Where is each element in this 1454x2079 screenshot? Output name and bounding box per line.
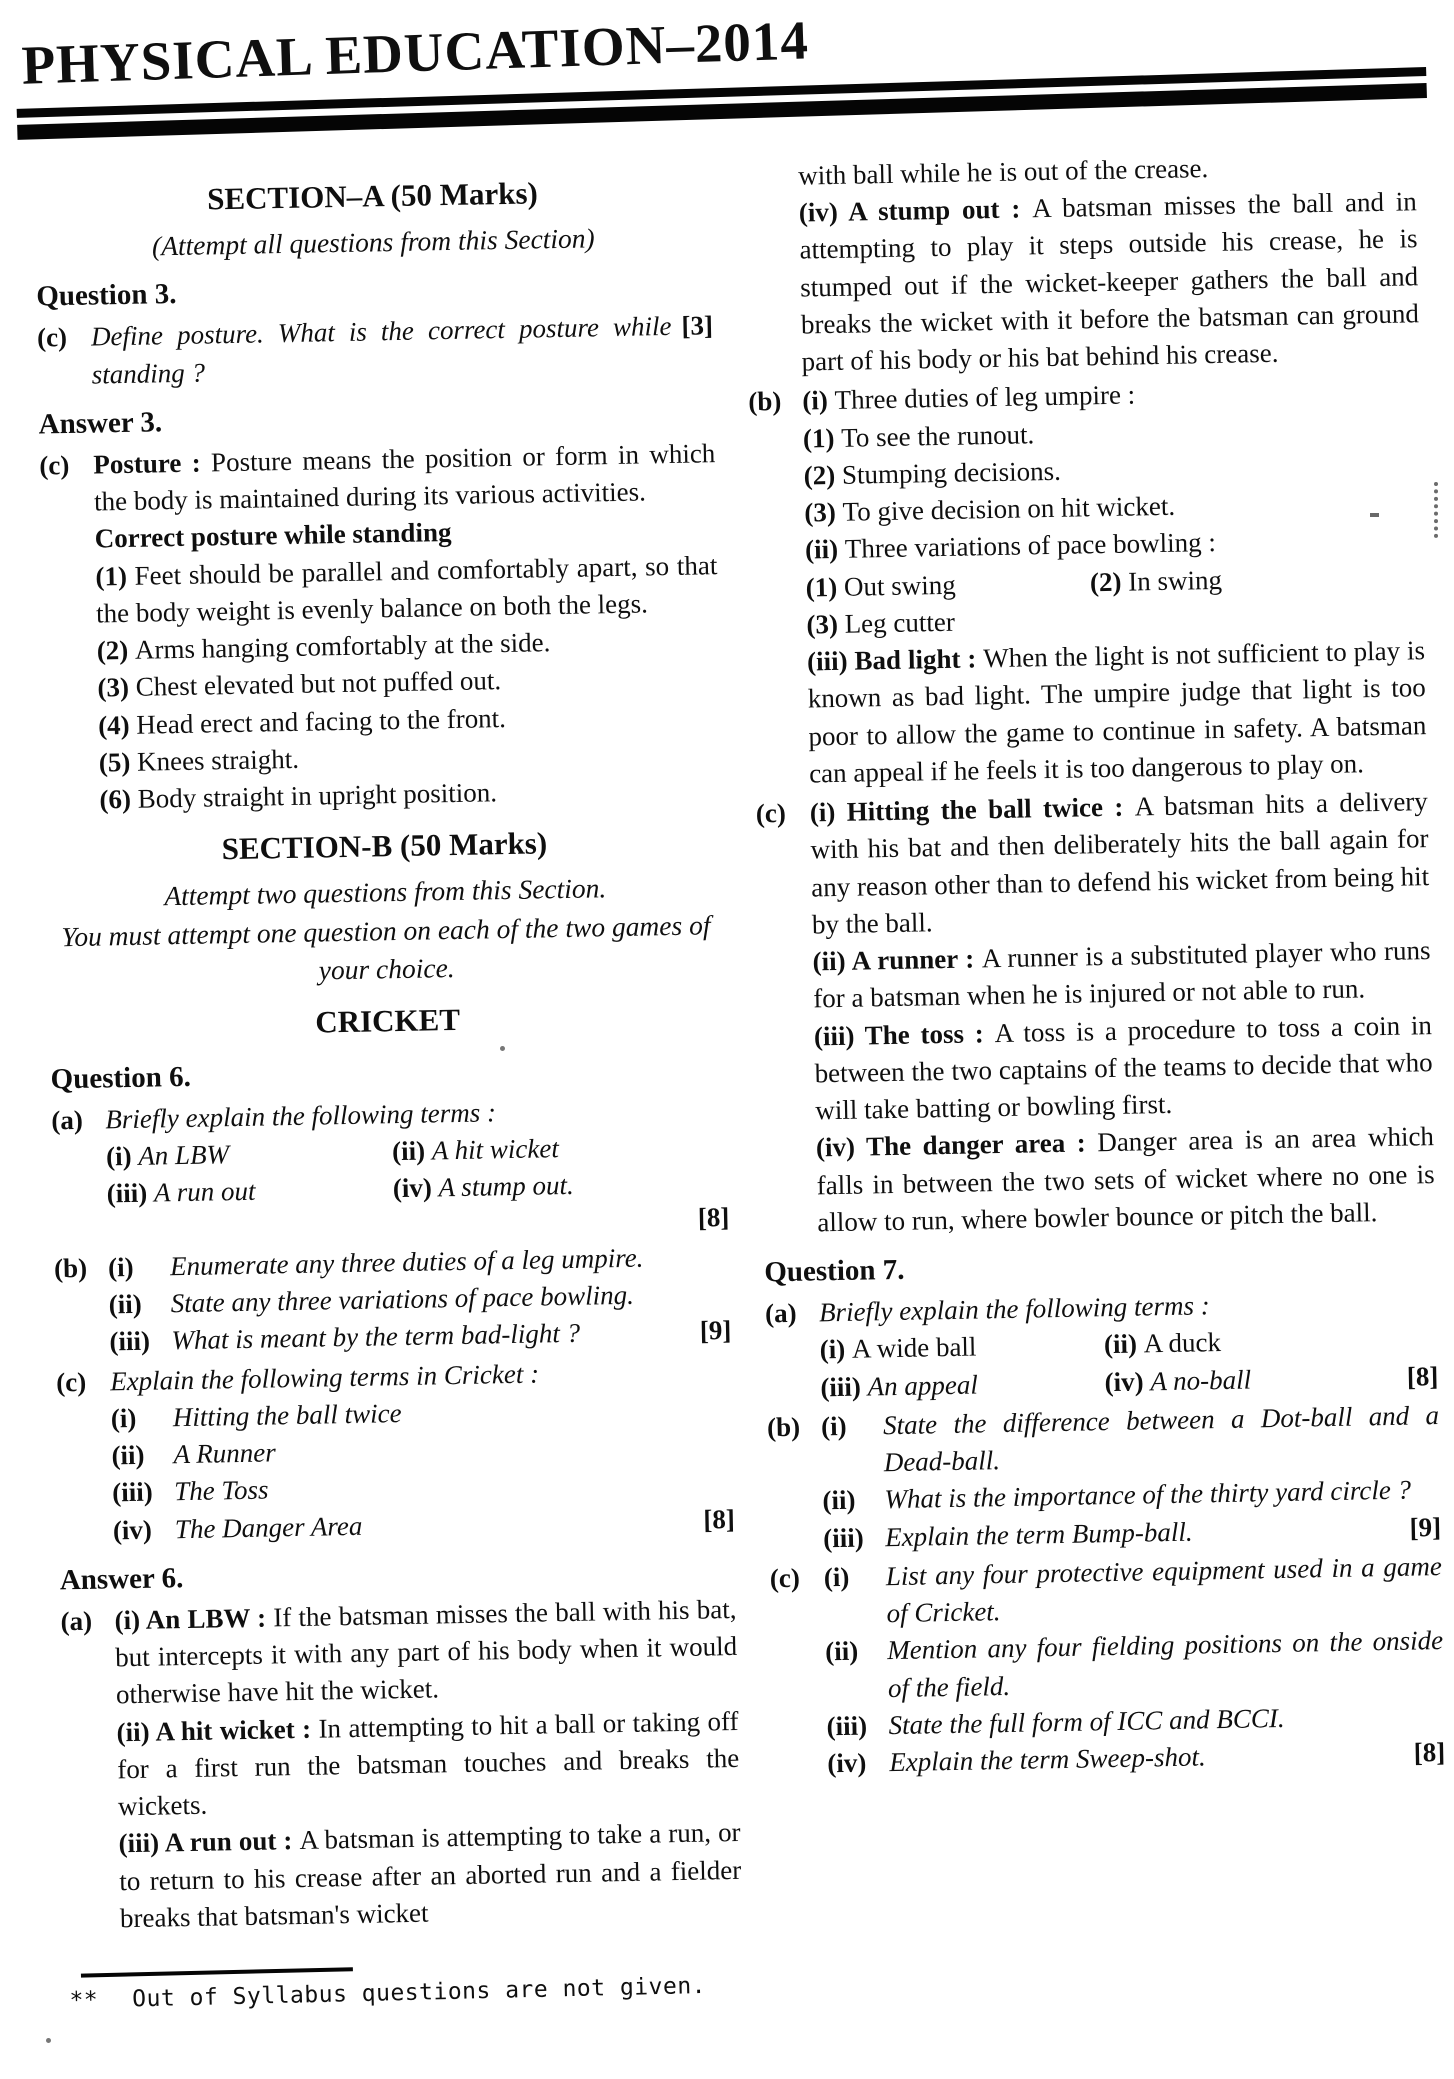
sub-item [824,1548,1443,1634]
sub-item-label: (i) [107,1251,134,1283]
italic-text: A stump out. [438,1170,575,1203]
bold-text: (i) Hitting the ball twice : [809,791,1135,828]
italic-text: Hitting the ball twice [172,1397,402,1433]
text: If the batsman misses the ball with his bat, but intercepts it with any part of his body when it would otherwise have hit the wicket. [114,1593,738,1710]
row-cell [1090,558,1424,601]
item-label [744,157,802,381]
section-instruction: Attempt two questions from this Section. [163,872,607,912]
sub-item-label: (iii) [826,1710,868,1742]
text: Three duties of leg umpire : [834,379,1136,416]
bold-text: (2) [1089,566,1129,597]
item-label: (a) [60,1605,93,1637]
bold-text: (2) [96,635,136,666]
item-content [810,783,1436,1241]
question-item [748,371,1427,793]
row-cell [106,1133,393,1175]
marks-badge: [8] [697,1201,730,1233]
text: A batsman is attempting to take a run, or to return to his crease after an aborted run and a fielder breaks that batsman's wicket [119,1817,742,1934]
text: A batsman misses the ball and in attempting to play it steps outside his crease, he is stumped out if the wicket-keeper gathers the ball and breaks the wicket with it before the batsman can ground part of his body or his bat behind his crease. [799,186,1420,377]
question-heading: Answer 6. [59,1561,184,1597]
italic-text: Explain the term Sweep-shot. [889,1741,1206,1778]
text: A batsman hits a delivery with his bat and then deliberately hits the ball again for any reason other than to defend his wicket from being hit by the ball. [810,786,1430,940]
bold-text: (iv) A stump out : [798,193,1033,228]
text: In attempting to hit a ball or taking off for a first run the batsman touches and breaks the wickets. [117,1705,740,1822]
bold-text: (iii) [106,1177,155,1209]
bold-text: (3) [804,496,843,528]
section-instruction: (Attempt all questions from this Section) [151,221,595,261]
footnote [69,1959,706,2018]
sub-item-label: (iv) [112,1514,153,1545]
item-content [798,146,1420,381]
bold-text: (iv) [392,1172,439,1204]
sub-item-label: (iv) [827,1747,867,1779]
item-label: (c) [755,797,787,829]
text: A toss is a procedure to toss a coin in between the two captains of the teams to decide that who will take batting or bowling first. [814,1009,1433,1126]
italic-text: A run out [153,1176,256,1208]
bold-text: (3) [97,672,136,703]
row-cell [805,564,1090,606]
paragraph [814,1007,1434,1130]
footnote-text: Out of Syllabus questions are not given. [131,1973,707,2013]
bold-text: (iii) [820,1371,868,1402]
question-item [56,1352,735,1551]
bold-text: (5) [98,746,138,778]
question-heading: Question 3. [35,278,177,314]
italic-text: State the full form of ICC and BCCI. [888,1702,1285,1740]
question-item [744,146,1420,382]
italic-text: Define posture. What is the correct posture while standing ? [90,311,672,390]
text: Chest elevated but not puffed out. [135,665,502,703]
item-label: (c) [55,1366,87,1397]
paragraph [91,308,714,394]
item-label: (a) [51,1104,84,1136]
sub-item-label: (iii) [111,1476,153,1508]
text: In swing [1127,564,1223,597]
scan-artifact [500,1046,505,1051]
item-content [93,435,722,819]
italic-text: List any four protective equipment used in a game of Cricket. [885,1550,1443,1629]
italic-text: Briefly explain the following terms : [818,1290,1210,1328]
item-label: (b) [766,1411,801,1443]
row-cell [1104,1320,1438,1363]
text: Body straight in upright position. [137,777,498,815]
italic-text: Enumerate any three duties of a leg umpire. [169,1242,644,1282]
paragraph [816,1118,1436,1241]
text: Three variations of pace bowling : [844,527,1217,565]
text: Leg cutter [844,606,956,639]
bold-text: (iv) [1104,1365,1151,1397]
italic-text: A hit wicket [431,1133,560,1166]
bold-text: (ii) [804,534,846,565]
item-content [819,1283,1439,1406]
sub-item-text [887,1622,1444,1707]
bold-text: (1) [802,422,842,454]
italic-text: Briefly explain the following terms : [105,1097,497,1135]
sub-item [825,1622,1444,1708]
item-content [802,371,1427,792]
sub-item-label: (i) [823,1561,850,1593]
question-heading: Question 7. [763,1253,905,1289]
sub-item-label: (i) [820,1410,847,1442]
footnote-line [69,1971,706,2018]
paragraph [116,1703,740,1826]
bold-text: (2) [803,459,843,491]
text: To give decision on hit wicket. [842,490,1176,527]
scan-artifact [46,2038,51,2043]
italic-text: An LBW [138,1139,230,1171]
sub-item [821,1397,1440,1483]
bold-text: (iii) Bad light : [806,643,984,677]
italic-text: Explain the following terms in Cricket : [109,1358,540,1396]
bold-text: (ii) A runner : [812,943,983,977]
text: Feet should be parallel and comfortably apart, so that the body weight is evenly balance on both the legs. [95,549,718,629]
marks-badge: [3] [681,310,714,342]
bold-text: (3) [806,608,845,640]
row-cell [1104,1358,1438,1401]
row-cell [392,1127,729,1170]
row-cell [106,1171,393,1213]
text: A runner is a substituted player who runs for a batsman when he is injured or not able to run. [813,935,1431,1014]
item-label: (c) [39,449,70,481]
item-label: (b) [53,1252,88,1284]
marks-badge: [9] [1409,1511,1442,1543]
item-content [91,308,714,394]
item-label: (c) [769,1562,801,1594]
bold-text: (iii) A run out : [118,1825,300,1859]
section-instruction: You must attempt one question on each of the two games of your choice. [61,909,711,986]
bold-text: (i) [802,385,835,416]
question-item [770,1548,1446,1784]
text: Posture means the position or form in which the body is maintained during its various activities. [93,438,716,517]
bold-text: (ii) [391,1135,433,1167]
text: Head erect and facing to the front. [136,702,507,740]
sub-item-label: (iii) [109,1325,151,1357]
text: Danger area is an area which falls in between the two sets of wicket where no one is allow to run, where bowler bounce or pitch the ball. [816,1121,1435,1238]
bold-text: (1) [95,560,135,592]
question-item [37,308,714,395]
left-column [34,157,742,1940]
item-content [821,1397,1442,1557]
bold-text: Posture : [93,447,212,480]
item-content [110,1352,735,1550]
sub-item-label: (ii) [108,1288,143,1320]
item-content [105,1090,730,1247]
bold-text: Correct posture while standing [94,517,452,555]
bold-text: (i) An LBW : [114,1602,274,1636]
row-cell [392,1164,729,1207]
sub-item-label: (i) [110,1402,137,1434]
paragraph [114,1591,738,1714]
text: A wide ball [851,1331,977,1365]
question-item [765,1283,1439,1407]
item-label: (a) [764,1297,797,1329]
paragraph [799,183,1420,381]
paragraph [95,547,718,633]
bold-text: (4) [97,709,137,741]
item-content [108,1238,732,1361]
italic-text: What is the importance of the thirty yard circle ? [884,1474,1412,1515]
marks-badge: [9] [699,1315,732,1346]
sub-item-text [883,1397,1440,1482]
paragraph [810,783,1431,943]
bold-text: (ii) [1103,1328,1144,1360]
item-label: (c) [36,322,68,354]
sub-item-text [886,1548,1443,1633]
text: with ball while he is out of the crease. [797,152,1209,191]
bold-text: (iv) The danger area : [815,1127,1098,1163]
italic-text: Explain the term Bump-ball. [884,1516,1193,1552]
item-content [114,1591,742,1938]
marks-badge: [8] [703,1503,736,1535]
italic-text: Mention any four fielding positions on the onside of the field. [886,1625,1444,1703]
item-content [824,1548,1446,1783]
right-column [744,144,1448,1927]
question-heading: Answer 3. [38,406,163,441]
paragraph [93,435,716,521]
text: Out swing [843,569,956,602]
italic-text: State any three variations of pace bowling. [170,1279,635,1319]
paragraph [812,932,1431,1018]
text: When the light is not sufficient to play is known as bad light. The umpire judge that light is too poor to allow the game to continue in safety. A batsman can appeal if he feels it is too dangerous to play on. [807,635,1427,789]
paragraph [807,632,1428,792]
page-body [0,114,1454,1942]
bold-text: (1) [805,571,845,602]
scan-artifact [1370,513,1379,517]
question-heading: Question 6. [50,1060,192,1096]
section-heading: CRICKET [314,1001,461,1040]
text: To see the runout. [840,418,1035,453]
sub-item-label: (ii) [111,1439,145,1471]
question-item [756,783,1436,1242]
text: A duck [1143,1327,1222,1359]
bold-text: (6) [99,784,139,815]
bold-text: (i) [105,1140,139,1172]
sub-item-label: (iii) [822,1522,864,1553]
section-heading: SECTION–A (50 Marks) [206,175,539,217]
question-item [39,435,722,820]
section-heading: SECTION-B (50 Marks) [221,825,548,867]
italic-text: The Danger Area [174,1510,363,1544]
row-cell [819,1326,1104,1368]
bold-text: (i) [819,1334,853,1365]
question-item [54,1238,732,1362]
paragraph [118,1814,742,1937]
sub-item-label: (ii) [822,1485,856,1516]
italic-text: State the difference between a Dot-ball and a Dead-ball. [882,1399,1440,1478]
row-cell [820,1364,1105,1406]
marks-badge: [8] [1406,1360,1439,1392]
item-label: (b) [748,386,782,417]
question-item [60,1591,742,1939]
bold-text: (ii) A hit wicket : [116,1713,319,1747]
scan-artifact [1434,482,1438,538]
question-item [51,1090,730,1248]
sub-item-label: (ii) [824,1635,859,1667]
bold-text: (iii) The toss : [813,1017,995,1051]
footnote-marker: ** [69,1987,99,2015]
footnote-rule [81,1967,353,1977]
page-title: PHYSICAL EDUCATION–2014 [20,9,810,96]
italic-text: What is meant by the term bad-light ? [171,1318,581,1356]
italic-text: An appeal [867,1368,979,1402]
italic-text: The Toss [173,1474,269,1507]
text: Stumping decisions. [841,455,1062,490]
text: Knees straight. [136,743,300,777]
text: Arms hanging comfortably at the side. [134,627,551,666]
italic-text: A no-ball [1150,1363,1252,1396]
italic-text: A Runner [173,1437,277,1470]
question-item [767,1397,1442,1558]
marks-badge: [8] [1413,1736,1446,1768]
